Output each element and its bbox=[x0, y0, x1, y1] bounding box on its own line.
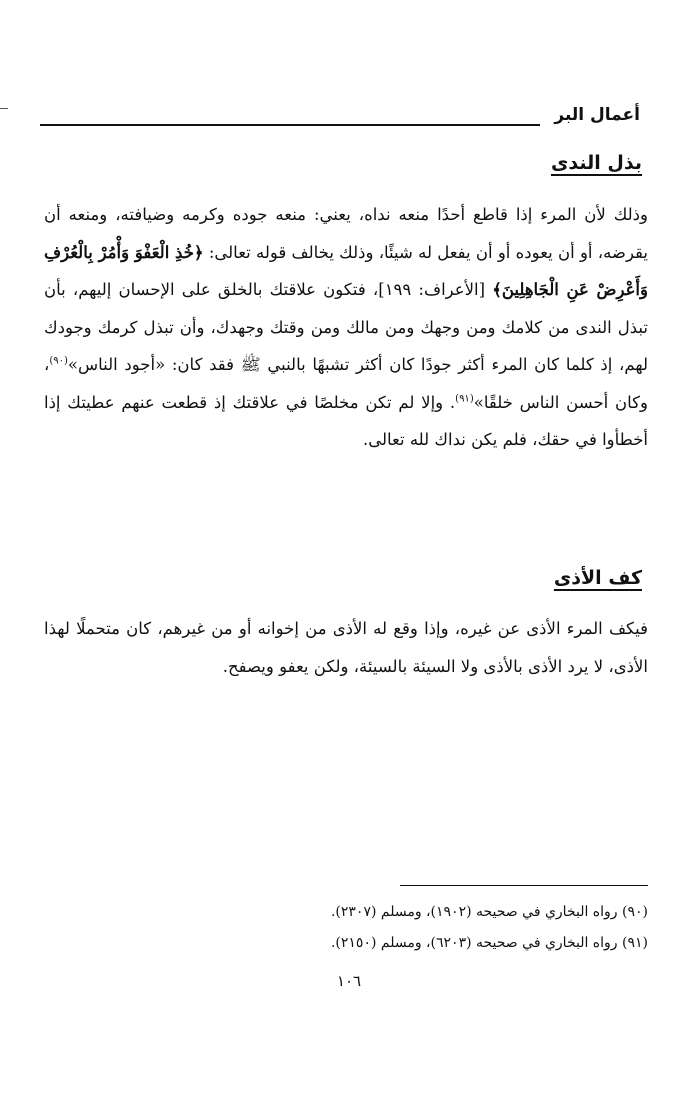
paragraph-text: ، وكان أحسن الناس خلقًا» bbox=[44, 355, 648, 412]
paragraph-text: . وإلا لم تكن مخلصًا في علاقتك إذ قطعت عنهم عطيتك إذا أخطأوا في حقك، فلم يكن نداك لله تعالى. bbox=[44, 392, 648, 449]
paragraph-refrain-harm: فيكف المرء الأذى عن غيره، وإذا وقع له الأذى من إخوانه أو من غيرهم، كان متحملًا لهذا الأذى، لا يرد الأذى بالأذى ولا السيئة بالسيئة، ولكن يعفو ويصفح. bbox=[44, 619, 648, 676]
paragraph-text: وذلك لأن المرء إذا قاطع أحدًا منعه نداه، يعني: منعه جوده وكرمه وضيافته، ومنعه أن يقرضه، أو أن يعوده أو أن يفعل له شيئًا، وذلك يخالف قوله تعالى: bbox=[44, 205, 648, 262]
header-rule bbox=[40, 124, 540, 126]
footnote-separator bbox=[400, 885, 648, 886]
running-header bbox=[40, 104, 640, 130]
quran-verse: ﴿خُذِ الْعَفْوَ وَأْمُرْ بِالْعُرْفِ وَأَعْرِضْ عَنِ الْجَاهِلِينَ﴾ bbox=[44, 242, 648, 299]
footnote: (٩٠) رواه البخاري في صحيحه (١٩٠٢)، ومسلم (٢٣٠٧). bbox=[330, 904, 648, 920]
running-header-title: أعمال البر bbox=[554, 105, 640, 125]
margin-mark bbox=[0, 108, 8, 109]
section-heading-generosity: بذل الندى bbox=[550, 152, 642, 174]
footnote: (٩١) رواه البخاري في صحيحه (٦٢٠٣)، ومسلم (٢١٥٠). bbox=[330, 935, 648, 951]
footnote-marker[interactable]: (٩١) bbox=[455, 393, 474, 404]
page-number: ١٠٦ bbox=[336, 972, 362, 990]
footnote-marker[interactable]: (٩٠) bbox=[49, 355, 68, 367]
section-heading-refrain-harm: كف الأذى bbox=[553, 567, 642, 589]
paragraph-text: [الأعراف: ١٩٩]، فتكون علاقتك بالخلق على الإحسان إليهم، بأن تبذل الندى من كلامك ومن وجهك ومن مالك ومن وقتك وجهدك، وأن تبذل كرمك وجودك لهم، إذ كلما كان المرء أكثر جودًا كان أكثر تشبهًا بالنبي ﷺ فقد كان: «أجود الناس» bbox=[44, 280, 648, 374]
paragraph-generosity bbox=[44, 196, 648, 459]
